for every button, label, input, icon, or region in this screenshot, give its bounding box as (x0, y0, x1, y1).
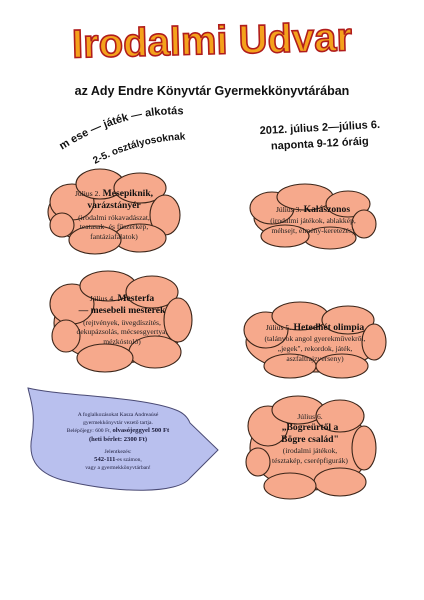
event-2 (256, 204, 370, 236)
event-1-desc-1: (irodalmi rókavadászat, (78, 212, 150, 222)
event-4-desc-3: aszfaltrajzverseny) (286, 353, 344, 363)
event-1 (62, 188, 166, 242)
info-box (38, 412, 198, 473)
event-1-title-2: varázstányér (87, 200, 141, 212)
event-5-date: Július 6. (297, 412, 323, 421)
hours-right: naponta 9-12 óráig (270, 135, 369, 153)
event-4-date: Július 5. (265, 323, 292, 332)
info-line-4: (heti bérlet: 2300 Ft) (88, 435, 148, 443)
event-3-desc-3: mézkóstoló) (103, 336, 141, 346)
event-2-desc-1: (irodalmi játékok, ablakkép, (270, 216, 356, 226)
event-1-date: Július 2. (74, 189, 101, 198)
event-5-desc-1: (irodalmi játékok, (282, 446, 338, 456)
info-line-7: vagy a gyermekkönyvtárban! (85, 465, 151, 472)
event-3-title: Mesterfa (117, 293, 155, 304)
event-4-desc-2: „jegek", rekordok, játék, (277, 343, 353, 353)
info-phone: 542-111 (94, 456, 116, 464)
event-5-title-2: Bögre család" (281, 433, 339, 445)
tagline-left-2: 2-5. osztályosoknak (91, 131, 186, 167)
info-line-3: Belépőjegy: 600 Ft, (66, 428, 112, 435)
info-line-2: gyermekkönyvtár vezető tartja. (83, 419, 153, 426)
event-4-title: Hetedhét olimpia (293, 322, 365, 333)
event-3-date: Július 4. (89, 294, 116, 303)
info-line-1: A foglalkozásokat Kasza Andreaúsé (77, 412, 159, 418)
tagline-left: m ese — játék — alkotás (57, 105, 184, 153)
event-2-date: Július 3. (275, 205, 302, 214)
event-3 (64, 293, 180, 347)
event-5 (258, 412, 362, 466)
event-3-desc-2: dekupázsolás, mécsesgyertya, (76, 327, 168, 337)
event-3-title-2: — mesebeli mesterek (78, 305, 166, 317)
event-5-desc-2: tésztakép, cserépfigurák) (272, 455, 348, 465)
event-4 (256, 322, 374, 363)
info-line-3b: olvasójeggyel 500 Ft (112, 427, 170, 435)
event-1-desc-2: teatasak- és fűszerkép, (79, 222, 149, 232)
event-3-desc-1: (rejtvények, üvegdíszítés, (83, 317, 161, 327)
event-2-desc-2: méhsejt, élmény-keretezés) (271, 225, 355, 235)
event-2-title: Kalászonos (303, 204, 351, 215)
event-4-desc-1: (talányok angol gyerekművekről, (264, 334, 366, 344)
event-1-title: Mesepiknik, (102, 188, 154, 199)
title-text: Irodalmi Udvar (71, 15, 353, 67)
info-line-5: Jelentkezés: (104, 448, 132, 455)
subtitle: az Ady Endre Könyvtár Gyermekkönyvtárában (74, 84, 350, 98)
event-5-title: „Bögreürtől a (281, 421, 339, 433)
event-1-desc-3: fantáziafalatok) (90, 231, 138, 241)
dates-right: 2012. július 2—július 6. (259, 118, 381, 138)
info-line-6: -es számon, (115, 457, 142, 464)
